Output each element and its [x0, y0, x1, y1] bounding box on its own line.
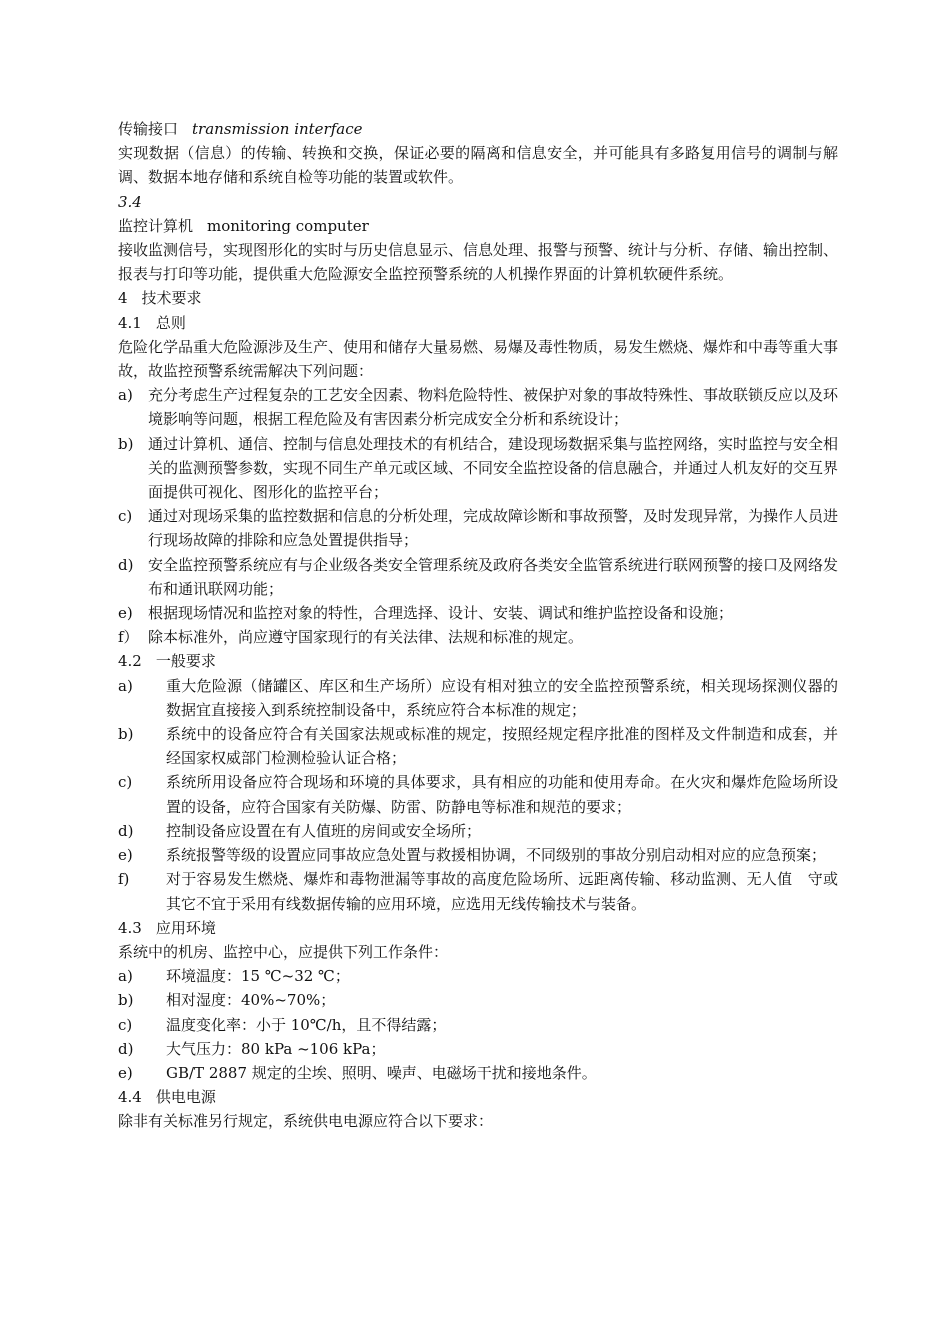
- list-item: [118, 383, 838, 431]
- section-title: 一般要求: [155, 652, 216, 671]
- section-heading-4-2: [118, 649, 838, 673]
- list-item: [118, 432, 838, 505]
- section-intro: 除非有关标准另行规定，系统供电电源应符合以下要求：: [118, 1112, 494, 1131]
- section-number: 4.1: [118, 313, 142, 332]
- list-item: [118, 674, 838, 722]
- list-text: 安全监控预警系统应有与企业级各类安全管理系统及政府各类安全监管系统进行联网预警的接口及网络发布和通讯联网功能；: [148, 555, 839, 598]
- list-item: [118, 625, 838, 649]
- section-heading-4-3: [118, 916, 838, 940]
- list-label: f): [118, 870, 130, 889]
- list-item: [118, 770, 838, 818]
- list-item: [118, 819, 838, 843]
- list-text: 系统报警等级的设置应同事故应急处置与救援相协调，不同级别的事故分别启动相对应的应急预案；: [166, 846, 827, 865]
- list-text: 根据现场情况和监控对象的特性，合理选择、设计、安装、调试和维护监控设备和设施；: [148, 604, 734, 623]
- list-label: d): [118, 1039, 134, 1058]
- term-en: transmission interface: [192, 120, 363, 138]
- list-label: c): [118, 1015, 133, 1034]
- list-item: [118, 964, 838, 988]
- section-number: 4.3: [118, 918, 142, 937]
- list-label: c): [118, 773, 133, 792]
- list-text: 通过计算机、通信、控制与信息处理技术的有机结合，建设现场数据采集与监控网络，实时监控与安全相关的监测预警参数，实现不同生产单元或区域、不同安全监控设备的信息融合，并通过人机友好的交互界面提供可视化、图形化的监控平台；: [148, 434, 839, 502]
- list-text: 温度变化率：小于 10℃/h，且不得结露；: [166, 1015, 447, 1034]
- list-label: f）: [118, 628, 139, 647]
- list-label: b): [118, 991, 134, 1010]
- term-definition: 接收监测信号，实现图形化的实时与历史信息显示、信息处理、报警与预警、统计与分析、存储、输出控制、报表与打印等功能，提供重大危险源安全监控预警系统的人机操作界面的计算机软硬件系统。: [118, 241, 839, 284]
- list-label: b): [118, 434, 134, 453]
- list-item: [118, 553, 838, 601]
- term-zh: 监控计算机: [118, 216, 194, 235]
- term-zh: 传输接口: [118, 120, 179, 138]
- list-text: 通过对现场采集的监控数据和信息的分析处理，完成故障诊断和事故预警，及时发现异常，为操作人员进行现场故障的排除和应急处置提供指导；: [148, 507, 839, 550]
- section-title: 应用环境: [155, 918, 216, 937]
- list-text: 系统所用设备应符合现场和环境的具体要求，具有相应的功能和使用寿命。在火灾和爆炸危险场所设置的设备，应符合国家有关防爆、防雷、防静电等标准和规范的要求；: [166, 773, 838, 816]
- list-item: [118, 1013, 838, 1037]
- list-label: e): [118, 604, 133, 623]
- list-label: e): [118, 846, 133, 865]
- section-title: 供电电源: [155, 1088, 216, 1107]
- section-intro: 系统中的机房、监控中心，应提供下列工作条件：: [118, 942, 449, 961]
- section-number: 4: [118, 289, 128, 308]
- list-text: 除本标准外，尚应遵守国家现行的有关法律、法规和标准的规定。: [148, 628, 584, 647]
- list-label: d): [118, 555, 134, 574]
- term-transmission-interface: [118, 117, 838, 141]
- list-text: 充分考虑生产过程复杂的工艺安全因素、物料危险特性、被保护对象的事故特殊性、事故联锁反应以及环境影响等问题，根据工程危险及有害因素分析完成安全分析和系统设计；: [148, 386, 839, 429]
- list-item: [118, 988, 838, 1012]
- list-label: c): [118, 507, 133, 526]
- section-number: 4.4: [118, 1088, 142, 1107]
- section-heading-4-4: [118, 1085, 838, 1109]
- document-page: [118, 117, 838, 1134]
- list-label: a): [118, 386, 133, 405]
- section-title: 总则: [155, 313, 186, 332]
- list-item: [118, 867, 838, 915]
- list-text: 重大危险源（储罐区、库区和生产场所）应设有相对独立的安全监控预警系统，相关现场探测仪器的数据宜直接接入到系统控制设备中，系统应符合本标准的规定；: [166, 676, 838, 719]
- clause-number: 3.4: [118, 192, 142, 211]
- list-item: [118, 843, 838, 867]
- list-text: 相对湿度：40%~70%；: [166, 991, 336, 1010]
- list-item: [118, 722, 838, 770]
- list-text: 对于容易发生燃烧、爆炸和毒物泄漏等事故的高度危险场所、远距离传输、移动监测、无人值 守或其它不宜于采用有线数据传输的应用环境，应选用无线传输技术与装备。: [166, 870, 838, 913]
- term-definition: 实现数据（信息）的传输、转换和交换，保证必要的隔离和信息安全，并可能具有多路复用信号的调制与解调、数据本地存储和系统自检等功能的装置或软件。: [118, 144, 838, 187]
- list-label: a): [118, 676, 133, 695]
- list-text: 大气压力：80 kPa ~106 kPa；: [166, 1039, 386, 1058]
- section-heading-4: [118, 286, 838, 310]
- list-label: d): [118, 821, 134, 840]
- list-item: [118, 1037, 838, 1061]
- list-text: 控制设备应设置在有人值班的房间或安全场所；: [166, 821, 482, 840]
- term-monitoring-computer: [118, 214, 838, 238]
- list-text: GB/T 2887 规定的尘埃、照明、噪声、电磁场干扰和接地条件。: [166, 1063, 597, 1082]
- section-intro: 危险化学品重大危险源涉及生产、使用和储存大量易燃、易爆及毒性物质，易发生燃烧、爆炸和中毒等重大事故，故监控预警系统需解决下列问题：: [118, 337, 839, 381]
- section-title: 技术要求: [141, 289, 202, 308]
- list-item: [118, 1061, 838, 1085]
- term-en: monitoring computer: [207, 216, 369, 235]
- section-heading-4-1: [118, 311, 838, 335]
- list-label: e): [118, 1063, 133, 1082]
- list-text: 系统中的设备应符合有关国家法规或标准的规定，按照经规定程序批准的图样及文件制造和成套，并经国家权威部门检测检验认证合格；: [166, 725, 838, 768]
- list-label: a): [118, 967, 133, 986]
- list-text: 环境温度：15 ℃~32 ℃；: [166, 967, 350, 986]
- list-item: [118, 504, 838, 552]
- section-number: 4.2: [118, 652, 142, 671]
- list-label: b): [118, 725, 134, 744]
- list-item: [118, 601, 838, 625]
